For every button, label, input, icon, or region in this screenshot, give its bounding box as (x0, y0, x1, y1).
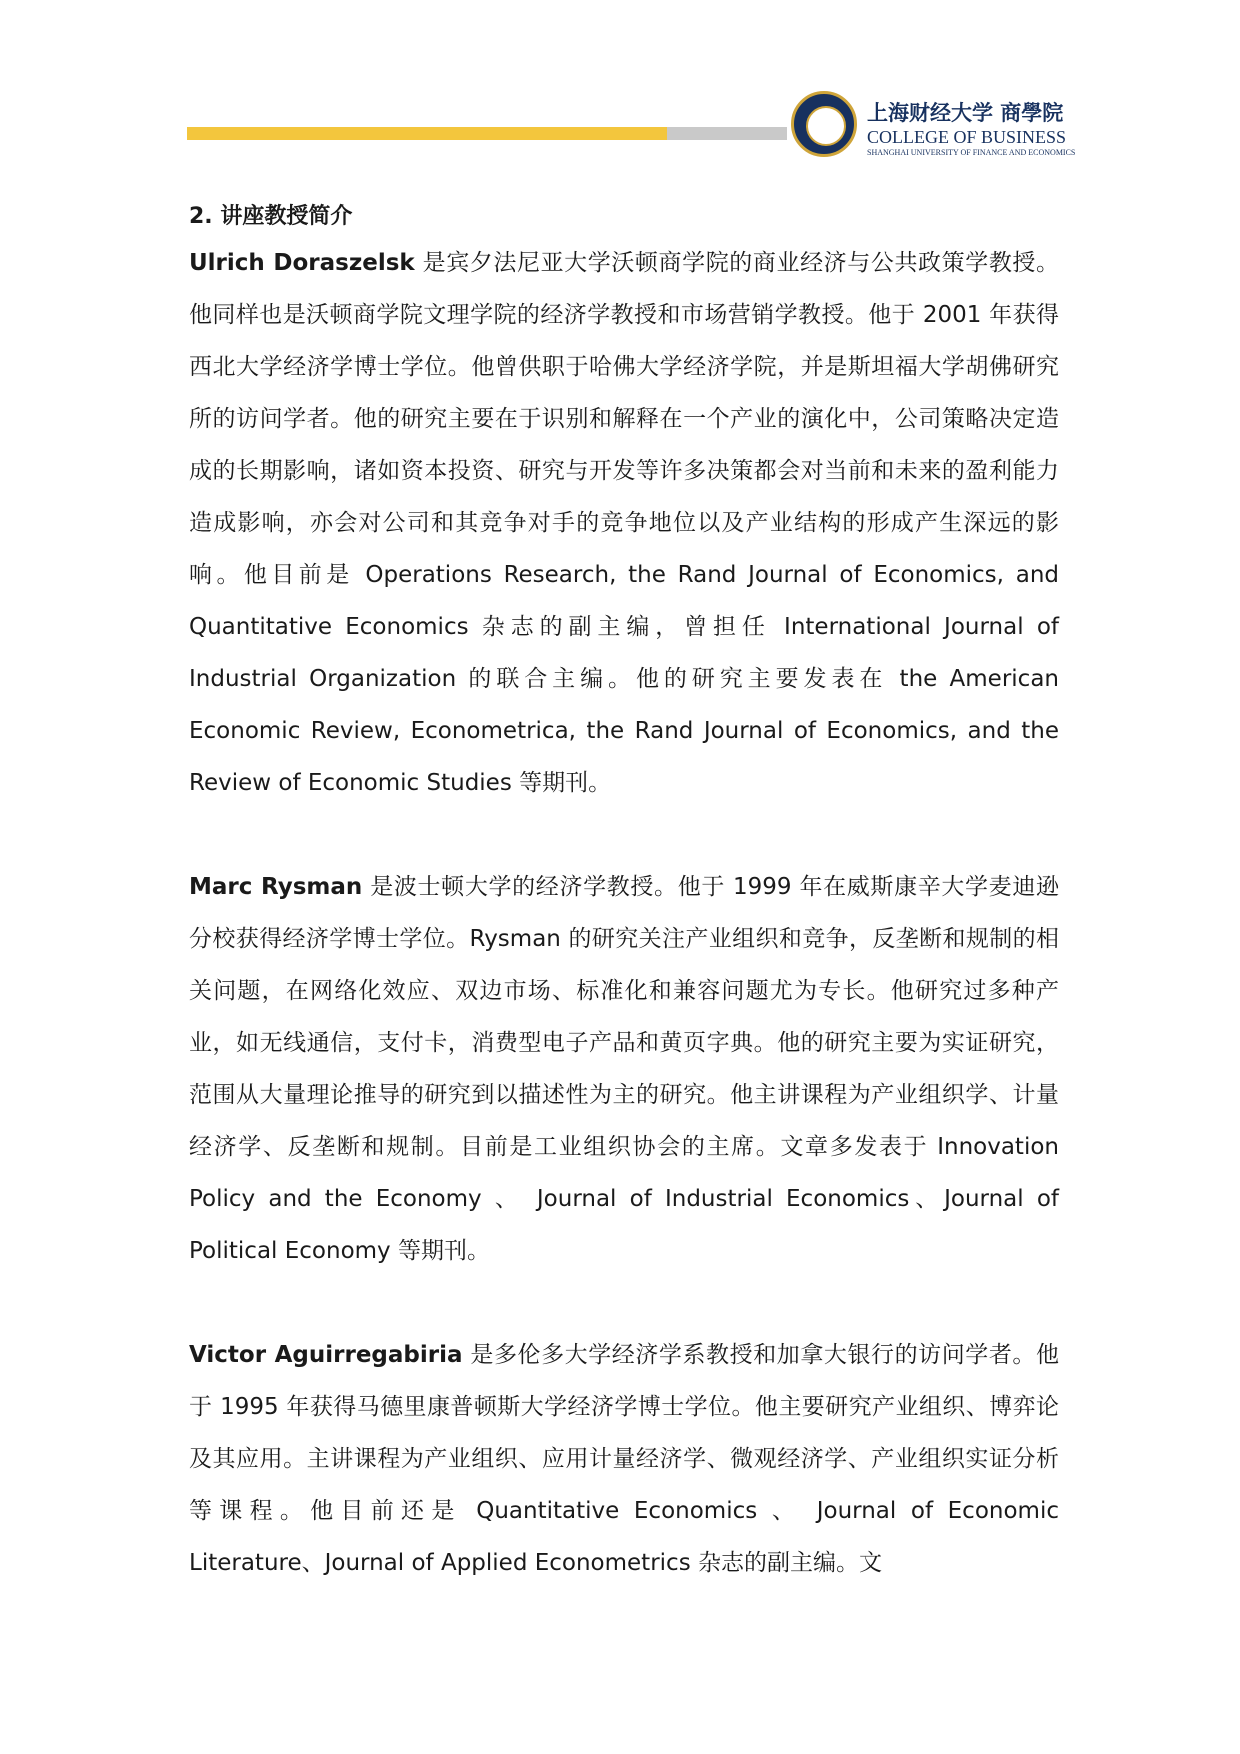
bio-text: 是宾夕法尼亚大学沃顿商学院的商业经济与公共政策学教授。他同样也是沃顿商学院文理学院的经济学教授和市场营销学教授。他于 2001 年获得西北大学经济学博士学位。他曾供职于哈佛大学经济学院，并是斯坦福大学胡佛研究所的访问学者。他的研究主要在于识别和解释在一个产业的演化中，公司策略决定造成的长期影响，诸如资本投资、研究与开发等许多决策都会对当前和未来的盈利能力造成影响，亦会对公司和其竞争对手的竞争地位以及产业结构的形成产生深远的影响。他目前是 Operations Research, the Rand Journal of Economics, and Quantitative Economics 杂志的副主编，曾担任 International Journal of Industrial Organization 的联合主编。他的研究主要发表在 the American Economic Review, Econometrica, the Rand Journal of Economics, and the Review of Economic Studies 等期刊。 (189, 250, 1060, 796)
page-content (189, 197, 1059, 1589)
logo-university-name: SHANGHAI UNIVERSITY OF FINANCE AND ECONOMICS (867, 148, 1076, 157)
university-seal-icon (791, 91, 857, 157)
section-title: 2. 讲座教授简介 (189, 204, 353, 229)
college-logo (791, 91, 1076, 159)
bio-paragraph (189, 1329, 1059, 1589)
header-bar-gold (187, 127, 667, 140)
header-bar-grey (667, 127, 787, 140)
bio-name: Victor Aguirregabiria (189, 1342, 463, 1368)
header-accent-bar (187, 127, 787, 140)
bio-paragraph (189, 237, 1059, 809)
logo-english-name: COLLEGE OF BUSINESS (867, 127, 1067, 147)
bio-paragraph (189, 861, 1059, 1277)
bio-text: 是波士顿大学的经济学教授。他于 1999 年在威斯康辛大学麦迪逊分校获得经济学博士学位。Rysman 的研究关注产业组织和竞争，反垄断和规制的相关问题，在网络化效应、双边市场、标准化和兼容问题尤为专长。他研究过多种产业，如无线通信，支付卡，消费型电子产品和黄页字典。他的研究主要为实证研究，范围从大量理论推导的研究到以描述性为主的研究。他主讲课程为产业组织学、计量经济学、反垄断和规制。目前是工业组织协会的主席。文章多发表于 Innovation Policy and the Economy 、 Journal of Industrial Economics、Journal of Political Economy 等期刊。 (189, 874, 1059, 1264)
seal-emblem (806, 106, 846, 146)
bio-name: Marc Rysman (189, 874, 363, 900)
logo-chinese-name: 上海财经大学 商學院 (867, 100, 1064, 125)
bio-name: Ulrich Doraszelsk (189, 250, 415, 276)
bio-text: 是多伦多大学经济学系教授和加拿大银行的访问学者。他于 1995 年获得马德里康普顿斯大学经济学博士学位。他主要研究产业组织、博弈论及其应用。主讲课程为产业组织、应用计量经济学、微观经济学、产业组织实证分析等课程。他目前还是 Quantitative Economics 、 Journal of Economic Literature、Journal of Applied Econometrics 杂志的副主编。文 (189, 1342, 1059, 1576)
